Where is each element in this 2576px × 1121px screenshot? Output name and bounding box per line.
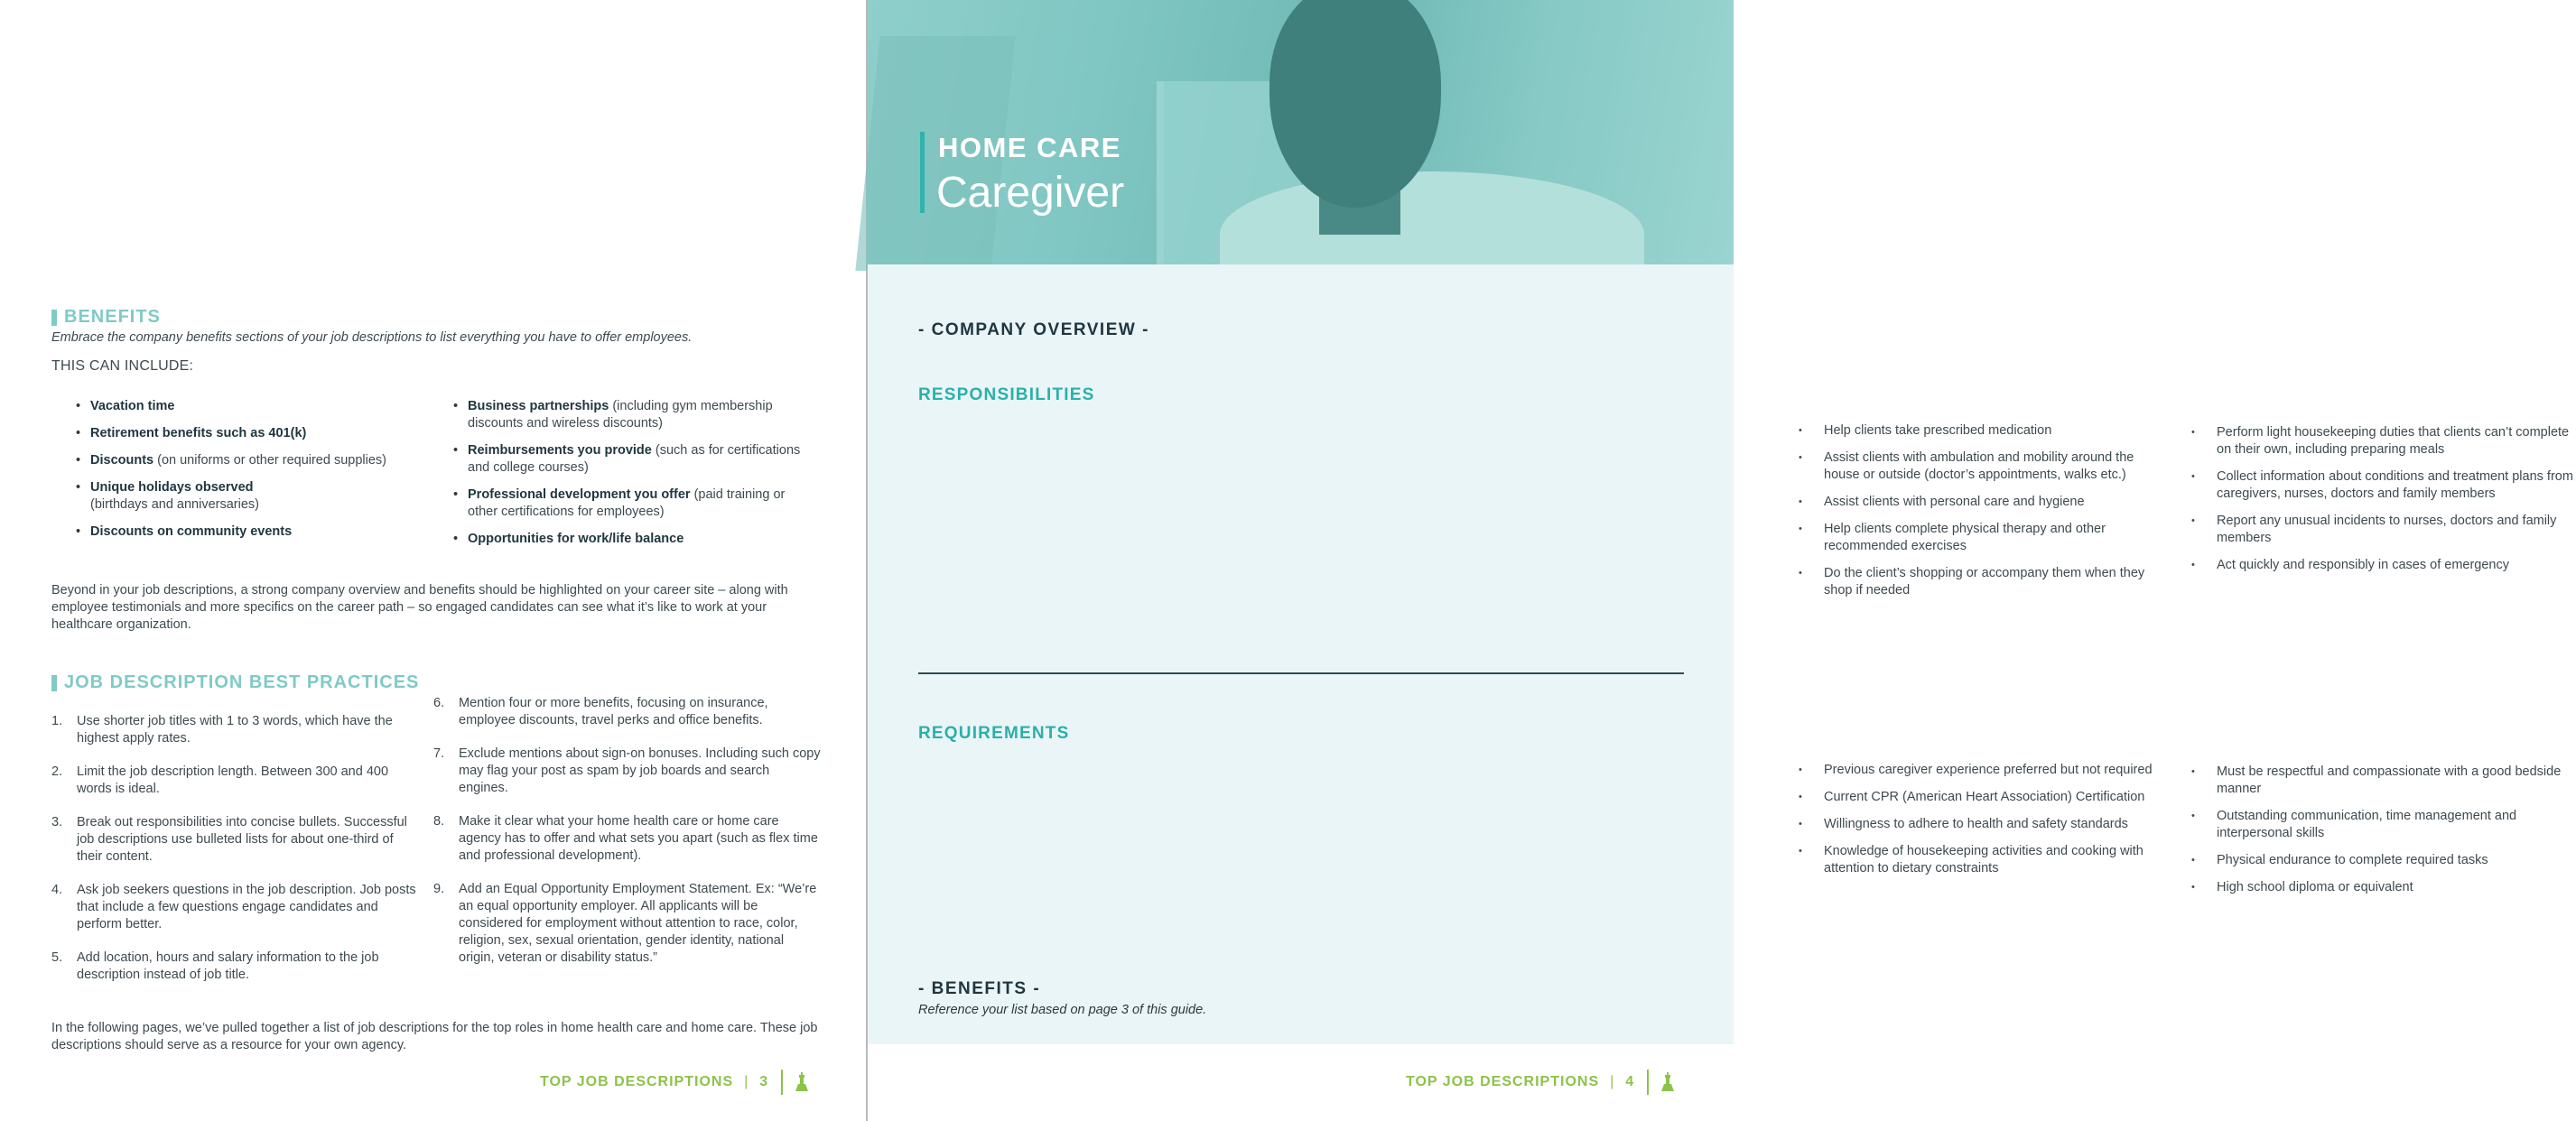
responsibility-item: • Help clients complete physical therapy and other recommended exercises (1786, 521, 2165, 555)
responsibility-item: • Collect information about conditions and treatment plans from caregivers, nurses, doctors and family members (2179, 468, 2576, 503)
page-4 (868, 0, 2573, 1121)
requirements-list-right (2179, 764, 2576, 906)
benefit-item: • Vacation time (76, 398, 437, 415)
practice-item: 5. Add location, hours and salary information to the job description instead of job title. (51, 950, 379, 982)
benefits-list-right (453, 398, 814, 558)
page-footer (540, 1070, 808, 1095)
page-footer (1406, 1070, 1674, 1095)
benefit-item: • Business partnerships (including gym membership discounts and wireless discounts) (453, 398, 814, 432)
responsibility-item: • Assist clients with personal care and hygiene (1786, 494, 2165, 511)
requirement-item: • Must be respectful and compassionate with a good bedside manner (2179, 764, 2576, 798)
closing-paragraph: In the following pages, we’ve pulled together a list of job descriptions for the top roles in home health care and home care. These job descriptions should serve as a resource for your own agency. (51, 1021, 818, 1052)
benefit-item: • Opportunities for work/life balance (453, 531, 814, 548)
requirement-item: • Willingness to adhere to health and safety standards (1786, 816, 2165, 833)
practice-item: 3. Break out responsibilities into concise bullets. Successful job descriptions use bulleted lists for about one-third of their content. (51, 815, 407, 864)
benefit-item: • Professional development you offer (paid training or other certifications for employees) (453, 486, 814, 521)
section-divider (918, 672, 1684, 674)
responsibility-item: • Perform light housekeeping duties that clients can’t complete on their own, including preparing meals (2179, 424, 2576, 459)
hero-banner (868, 0, 1734, 264)
benefits-heading-right: - BENEFITS - (918, 979, 1041, 998)
job-category: HOME CARE (938, 132, 1121, 163)
practice-item: 8. Make it clear what your home health care or home care agency has to offer and what sets you apart (such as flex time and professional development). (433, 814, 818, 863)
footer-divider (1647, 1070, 1649, 1095)
requirement-item: • High school diploma or equivalent (2179, 879, 2576, 896)
heading-accent-bar (51, 675, 57, 691)
requirement-item: • Outstanding communication, time management and interpersonal skills (2179, 808, 2576, 842)
benefit-item: • Unique holidays observed (birthdays and anniversaries) (76, 479, 437, 514)
page-number: 4 (1625, 1074, 1635, 1089)
can-include-label: THIS CAN INCLUDE: (51, 358, 194, 374)
benefit-item: • Retirement benefits such as 401(k) (76, 425, 437, 442)
job-title: Caregiver (936, 169, 1125, 217)
responsibility-item: • Help clients take prescribed medication (1786, 422, 2165, 440)
page-3 (0, 0, 866, 1121)
practice-item: 6. Mention four or more benefits, focusing on insurance, employee discounts, travel perks and office benefits. (433, 696, 768, 727)
responsibility-item: • Act quickly and responsibly in cases of emergency (2179, 557, 2576, 574)
responsibility-item: • Report any unusual incidents to nurses, doctors and family members (2179, 513, 2576, 547)
requirement-item: • Physical endurance to complete required tasks (2179, 852, 2576, 869)
responsibilities-heading: RESPONSIBILITIES (918, 385, 1095, 404)
requirements-list-left (1786, 762, 2165, 887)
requirement-item: • Knowledge of housekeeping activities and cooking with attention to dietary constraints (1786, 843, 2165, 877)
heading-accent-bar (51, 310, 57, 326)
best-practices-heading: JOB DESCRIPTION BEST PRACTICES (51, 672, 419, 693)
requirements-heading: REQUIREMENTS (918, 724, 1070, 743)
footer-label: TOP JOB DESCRIPTIONS (540, 1074, 734, 1089)
job-description-panel (868, 264, 1734, 1044)
responsibility-item: • Assist clients with ambulation and mobility around the house or outside (doctor’s appointments, walks etc.) (1786, 449, 2165, 484)
benefits-reference-note: Reference your list based on page 3 of this guide. (918, 1003, 1207, 1017)
beacon-logo-icon (1661, 1072, 1674, 1092)
footer-separator: | (1610, 1074, 1615, 1089)
beacon-logo-icon (795, 1072, 808, 1092)
company-overview-heading: - COMPANY OVERVIEW - (918, 320, 1149, 339)
benefits-list-left (76, 398, 437, 551)
benefit-item: • Discounts (on uniforms or other required supplies) (76, 452, 437, 469)
responsibilities-list-right (2179, 424, 2576, 584)
practice-item: 9. Add an Equal Opportunity Employment Statement. Ex: “We’re an equal opportunity employer. All applicants will be considered for employment without attention to race, color, religion, sex, sexual orientation, gender identity, national origin, veteran or disability status.” (433, 882, 817, 965)
page-number: 3 (759, 1074, 769, 1089)
requirement-item: • Current CPR (American Heart Association) Certification (1786, 789, 2165, 806)
practice-item: 1. Use shorter job titles with 1 to 3 words, which have the highest apply rates. (51, 714, 393, 746)
benefit-item: • Discounts on community events (76, 523, 437, 541)
benefits-heading: BENEFITS (51, 307, 161, 328)
best-practices-list-left (51, 713, 422, 1000)
footer-divider (781, 1070, 783, 1095)
responsibilities-list-left (1786, 422, 2165, 609)
footer-label: TOP JOB DESCRIPTIONS (1406, 1074, 1600, 1089)
footer-separator: | (744, 1074, 749, 1089)
title-accent-bar (920, 132, 925, 213)
requirement-item: • Previous caregiver experience preferred but not required (1786, 762, 2165, 779)
benefits-intro: Embrace the company benefits sections of your job descriptions to list everything you have to offer employees. (51, 330, 693, 345)
practice-item: 2. Limit the job description length. Between 300 and 400 words is ideal. (51, 764, 389, 796)
career-site-paragraph: Beyond in your job descriptions, a strong company overview and benefits should be highlighted on your career site – along with employee testimonials and more specifics on the career path – so engaged candidates can see what it’s like to work at your healthcare organization. (51, 583, 788, 632)
benefit-item: • Reimbursements you provide (such as for certifications and college courses) (453, 442, 814, 477)
best-practices-list-right (433, 695, 822, 983)
practice-item: 7. Exclude mentions about sign-on bonuses. Including such copy may flag your post as spam by job boards and search engines. (433, 746, 821, 795)
practice-item: 4. Ask job seekers questions in the job description. Job posts that include a few questions engage candidates and perform better. (51, 883, 416, 931)
responsibility-item: • Do the client’s shopping or accompany them when they shop if needed (1786, 565, 2165, 599)
